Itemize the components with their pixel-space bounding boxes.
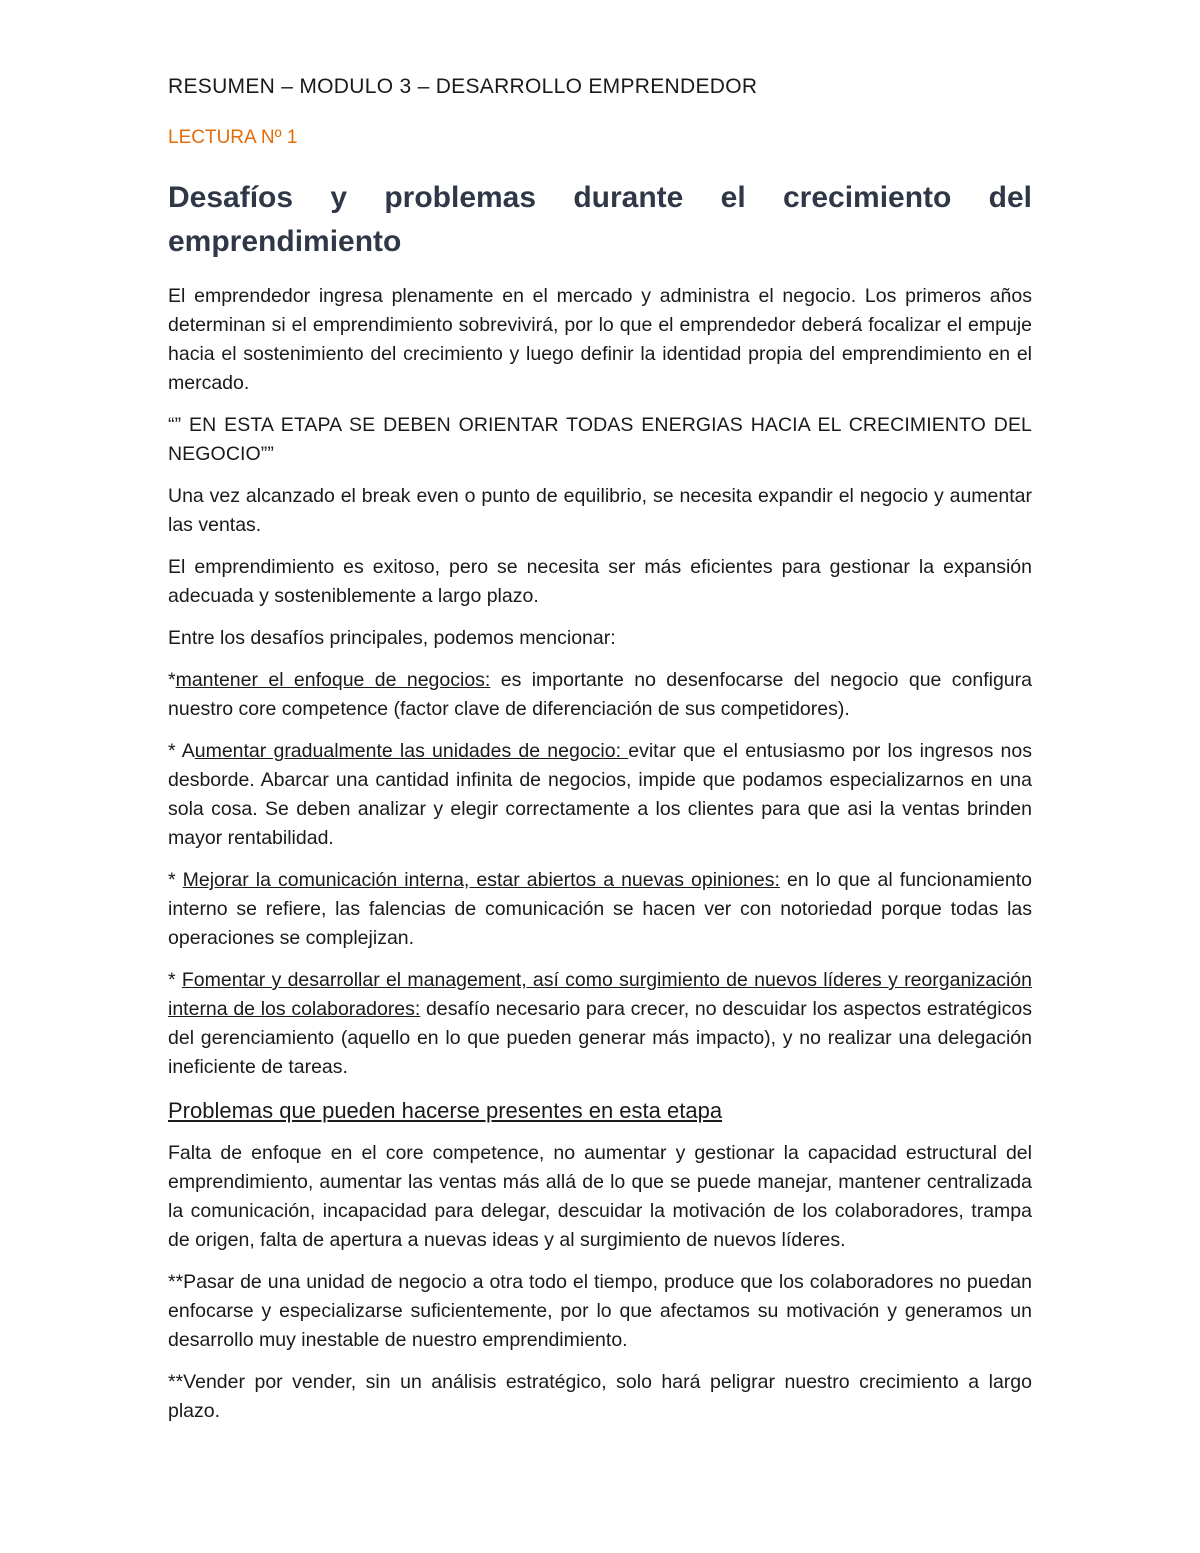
- challenge-text: es importante no desenfocarse del negocio que configura nuestro core competence (factor clave de diferenciación de sus competidores).: [168, 669, 1032, 720]
- lectura-label: LECTURA Nº 1: [168, 127, 298, 148]
- success-paragraph: El emprendimiento es exitoso, pero se necesita ser más eficientes para gestionar la expansión adecuada y sosteniblemente a largo plazo.: [168, 556, 1032, 607]
- challenge-title: umentar gradualmente las unidades de negocio:: [194, 740, 629, 762]
- note-paragraph: **Pasar de una unidad de negocio a otra todo el tiempo, produce que los colaboradores no puedan enfocarse y especializarse suficientemente, por lo que afectamos su motivación y generamos un desarrollo muy inestable de nuestro emprendimiento.: [168, 1271, 1032, 1351]
- challenge-title: Mejorar la comunicación interna, estar abiertos a nuevas opiniones:: [182, 869, 780, 891]
- challenge-prefix: * A: [168, 740, 195, 762]
- challenge-text: en lo que al funcionamiento interno se refiere, las falencias de comunicación se hacen ver con notoriedad porque todas las operaciones se complejizan.: [168, 869, 1032, 949]
- challenge-text: desafío necesario para crecer, no descuidar los aspectos estratégicos del gerenciamiento (aquello en lo que pueden generar más impacto), y no realizar una delegación ineficiente de tareas.: [168, 998, 1032, 1078]
- challenges-intro: Entre los desafíos principales, podemos mencionar:: [168, 627, 616, 649]
- problems-paragraph: Falta de enfoque en el core competence, no aumentar y gestionar la capacidad estructural del emprendimiento, aumentar las ventas más allá de lo que se puede manejar, mantener centralizada la comunicación, incapacidad para delegar, descuidar la motivación de los colaboradores, trampa de origen, falta de apertura a nuevas ideas y al surgimiento de nuevos líderes.: [168, 1142, 1032, 1251]
- challenge-title: mantener el enfoque de negocios:: [175, 669, 491, 691]
- challenge-prefix: *: [168, 669, 176, 691]
- main-heading: Desafíos y problemas durante el crecimiento del emprendimiento: [168, 181, 1032, 258]
- challenge-title: Fomentar y desarrollar el management, así como surgimiento de nuevos líderes y reorganización interna de los colaboradores:: [168, 969, 1032, 1020]
- problems-heading: Problemas que pueden hacerse presentes en esta etapa: [168, 1098, 723, 1123]
- challenge-item: [168, 966, 1032, 1082]
- challenge-item: [168, 866, 1032, 953]
- note-paragraph: **Vender por vender, sin un análisis estratégico, solo hará peligrar nuestro crecimiento a largo plazo.: [168, 1371, 1032, 1422]
- challenge-prefix: *: [168, 969, 182, 991]
- document-title: RESUMEN – MODULO 3 – DESARROLLO EMPRENDEDOR: [168, 75, 758, 98]
- break-even-paragraph: Una vez alcanzado el break even o punto de equilibrio, se necesita expandir el negocio y aumentar las ventas.: [168, 485, 1032, 536]
- intro-paragraph: El emprendedor ingresa plenamente en el mercado y administra el negocio. Los primeros años determinan si el emprendimiento sobrevivirá, por lo que el emprendedor deberá focalizar el empuje hacia el sostenimiento del crecimiento y luego definir la identidad propia del emprendimiento en el mercado.: [168, 285, 1032, 394]
- challenge-text: evitar que el entusiasmo por los ingresos nos desborde. Abarcar una cantidad infinita de negocios, impide que podamos especializarnos en una sola cosa. Se deben analizar y elegir correctamente a los clientes para que asi la ventas brinden mayor rentabilidad.: [168, 740, 1032, 849]
- challenge-item: [168, 737, 1032, 853]
- quote-paragraph: “” EN ESTA ETAPA SE DEBEN ORIENTAR TODAS ENERGIAS HACIA EL CRECIMIENTO DEL NEGOCIO””: [168, 414, 1032, 465]
- challenge-prefix: *: [168, 869, 183, 891]
- challenge-item: [168, 666, 1032, 724]
